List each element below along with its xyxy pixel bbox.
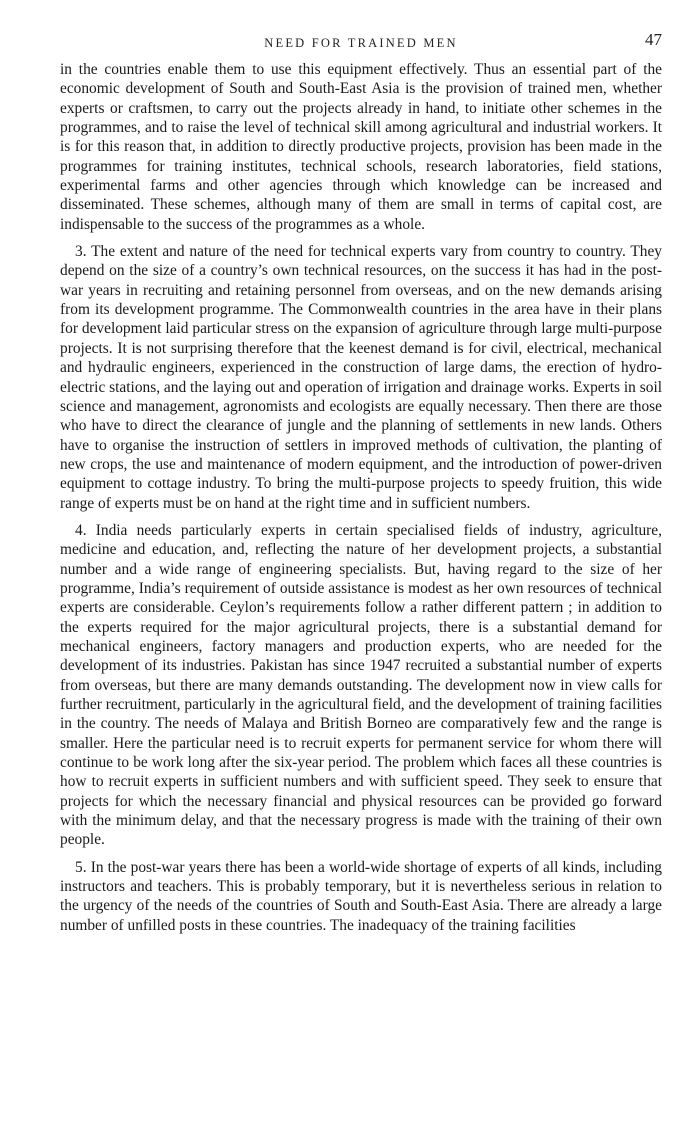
paragraph-continuation: in the countries enable them to use this equipment effectively. Thus an essential part of the economic development of South and South-East Asia is the provision of trained men, whether experts or craftsmen, to carry out the projects already in hand, to initiate other schemes in the programmes, and to raise the level of technical skill among agricultural and industrial workers. It is for this reason that, in addition to directly productive projects, provision has been made in the programmes for training institutes, technical schools, research laboratories, field stations, experimental farms and other agencies through which knowledge can be increased and disseminated. These schemes, although many of them are small in terms of capital cost, are indispensable to the success of the programmes as a whole.: [60, 61, 662, 233]
paragraph-4: 4. India needs particularly experts in certain specialised fields of industry, agriculture, medicine and education, and, reflecting the nature of her development projects, a substantial number and a wide range of engineering specialists. But, having regard to the size of her programme, India’s requirement of outside assistance is modest as her own resources of technical experts are considerable. Ceylon’s requirements follow a rather different pattern ; in addition to the experts required for the major agricultural projects, there is a substantial demand for mechanical engineers, factory managers and production experts, who are needed for the development of its industries. Pakistan has since 1947 recruited a substantial number of experts from overseas, but there are many demands outstanding. The development now in view calls for further recruitment, particularly in the agricultural field, and the development of training facilities in the country. The needs of Malaya and British Borneo are comparatively few and the range is smaller. Here the particular need is to recruit experts for permanent service for whom there will continue to be work long after the six-year period. The problem which faces all these countries is how to recruit experts in sufficient numbers and with sufficient speed. They seek to ensure that projects for which the necessary financial and physical resources can be provided go forward with the minimum delay, and that the necessary progress is made with the training of their own people.: [60, 521, 662, 849]
running-header: [60, 30, 662, 54]
paragraph-3: 3. The extent and nature of the need for technical experts vary from country to country. They depend on the size of a country’s own technical resources, on the success it has had in the post-war years in recruiting and retaining personnel from overseas, and on the new demands arising from its development programme. The Commonwealth countries in the area have in their plans for development laid particular stress on the expansion of agriculture through large multi-purpose projects. It is not surprising therefore that the keenest demand is for civil, electrical, mechanical and hydraulic engineers, experienced in the construction of large dams, the erection of hydro-electric stations, and the laying out and operation of irrigation and drainage works. Experts in soil science and management, agronomists and ecologists are equally necessary. Then there are those who have to direct the clearance of jungle and the planning of settlements in new lands. Others have to organise the instruction of settlers in improved methods of cultivation, the planting of new crops, the use and maintenance of modern equipment, and the introduction of power-driven equipment to cottage industry. To bring the multi-purpose projects to speedy fruition, this wide range of experts must be on hand at the right time and in sufficient numbers.: [60, 243, 662, 512]
body-text: [60, 60, 662, 943]
page-number: 47: [645, 30, 662, 49]
running-title: NEED FOR TRAINED MEN: [264, 36, 458, 50]
paragraph-5: 5. In the post-war years there has been a world-wide shortage of experts of all kinds, including instructors and teachers. This is probably temporary, but it is nevertheless serious in relation to the urgency of the needs of the countries of South and South-East Asia. There are already a large number of unfilled posts in these countries. The inadequacy of the training facilities: [60, 858, 662, 934]
